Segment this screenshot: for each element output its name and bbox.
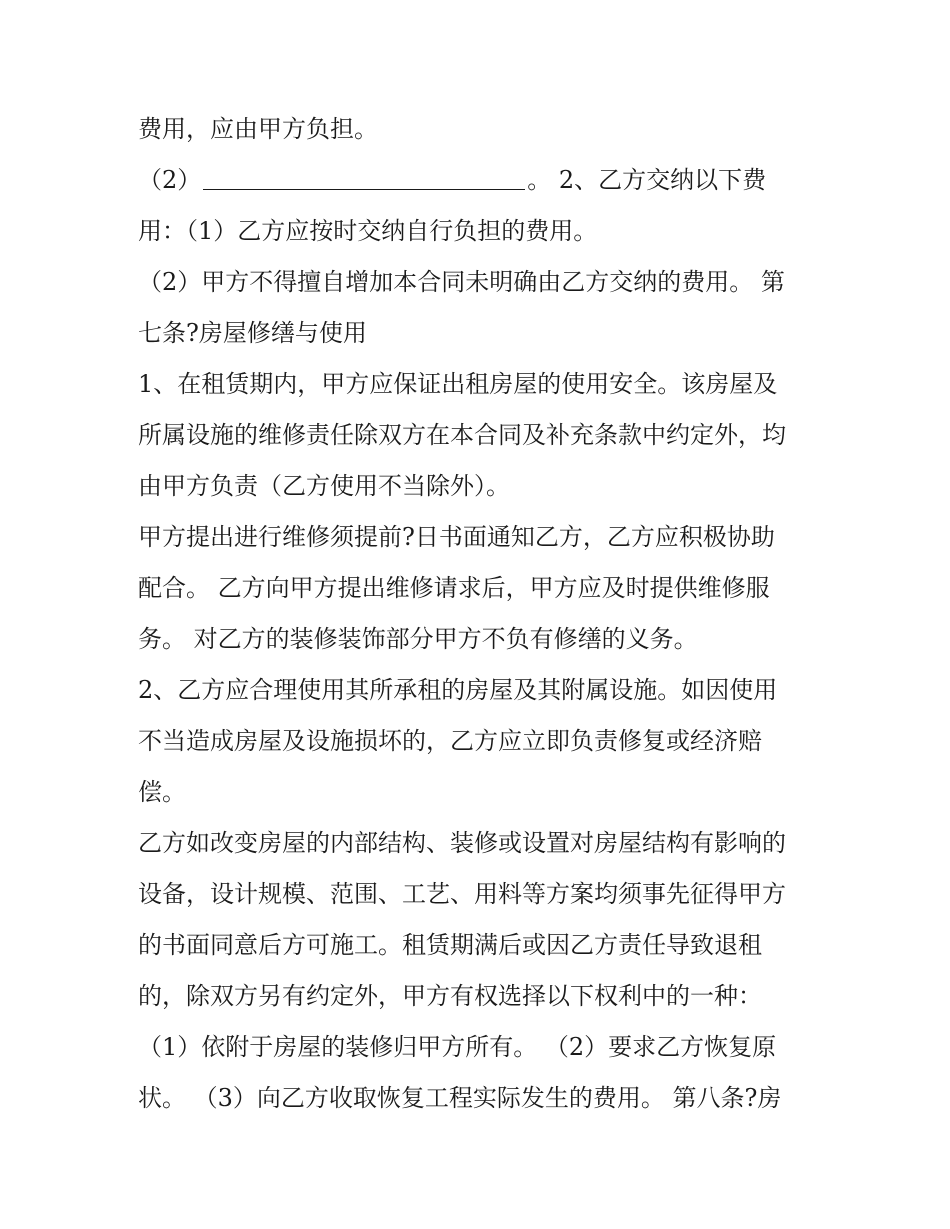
text-line: 配合。 乙方向甲方提出维修请求后，甲方应及时提供维修服 — [138, 574, 770, 602]
line-suffix: 。 2、乙方交纳以下费 — [527, 166, 767, 194]
text-line: 不当造成房屋及设施损坏的，乙方应立即负责修复或经济赔 — [138, 727, 762, 755]
text-line: 设备，设计规模、范围、工艺、用料等方案均须事先征得甲方 — [138, 880, 786, 908]
text-line: 的书面同意后方可施工。租赁期满后或因乙方责任导致退租 — [138, 931, 762, 959]
fill-in-blank-line — [203, 165, 525, 190]
text-line: 1、在租赁期内，甲方应保证出租房屋的使用安全。该房屋及 — [138, 370, 778, 398]
text-line: 偿。 — [138, 778, 186, 806]
text-line-with-blank — [138, 155, 818, 206]
text-line: （1）依附于房屋的装修归甲方所有。 （2）要求乙方恢复原 — [138, 1033, 777, 1061]
text-line: 的，除双方另有约定外，甲方有权选择以下权利中的一种： — [138, 982, 762, 1010]
text-line: 务。 对乙方的装修装饰部分甲方不负有修缮的义务。 — [138, 625, 698, 653]
text-line: 所属设施的维修责任除双方在本合同及补充条款中约定外，均 — [138, 421, 786, 449]
text-line: 由甲方负责（乙方使用不当除外）。 — [138, 472, 510, 500]
text-line: 2、乙方应合理使用其所承租的房屋及其附属设施。如因使用 — [138, 676, 778, 704]
line-prefix: （2） — [138, 166, 202, 194]
text-line: 状。 （3）向乙方收取恢复工程实际发生的费用。 第八条?房 — [138, 1084, 782, 1112]
text-line: 乙方如改变房屋的内部结构、装修或设置对房屋结构有影响的 — [138, 829, 786, 857]
text-line: （2）甲方不得擅自增加本合同未明确由乙方交纳的费用。 第 — [138, 268, 785, 296]
contract-text — [138, 104, 818, 1124]
text-line: 费用，应由甲方负担。 — [138, 115, 378, 143]
text-line: 甲方提出进行维修须提前?日书面通知乙方，乙方应积极协助 — [138, 523, 775, 551]
text-line: 用：（1）乙方应按时交纳自行负担的费用。 — [138, 217, 598, 245]
text-line: 七条?房屋修缮与使用 — [138, 319, 367, 347]
